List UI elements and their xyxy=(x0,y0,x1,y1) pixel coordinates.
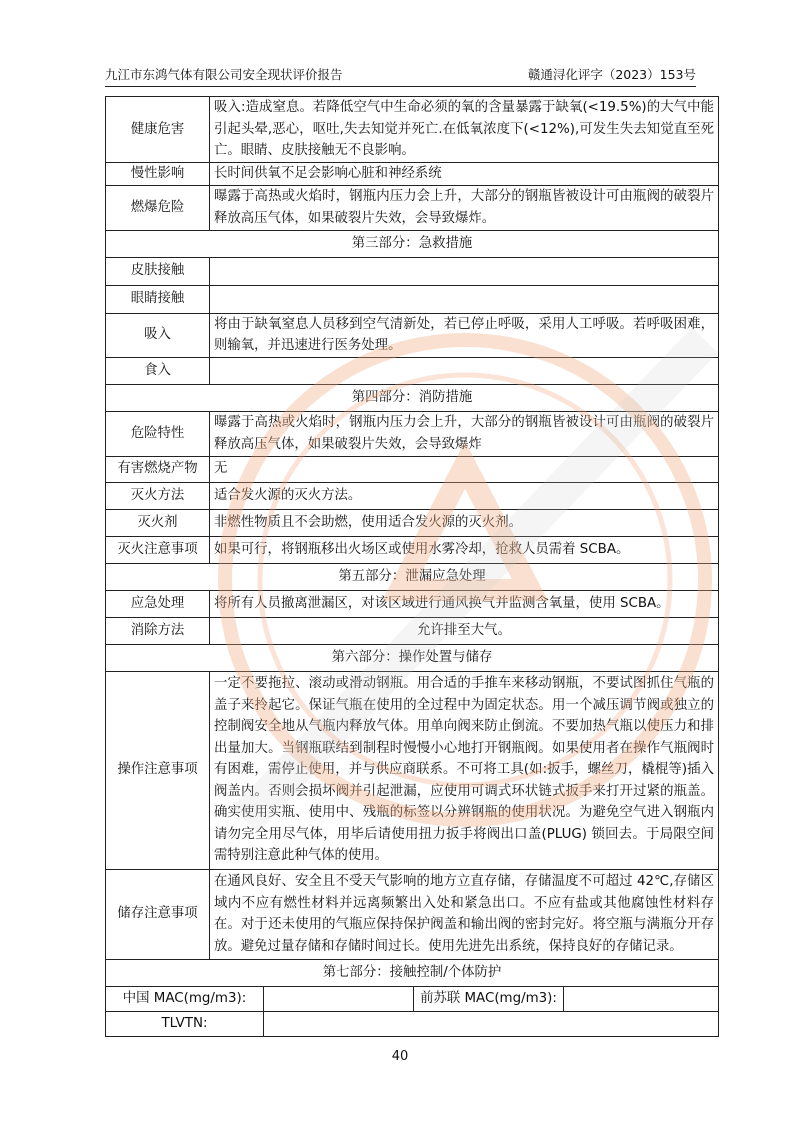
row-label: 眼睛接触 xyxy=(106,285,210,313)
section-heading xyxy=(106,959,719,986)
section-title: 第三部分：急救措施 xyxy=(106,230,719,257)
report-number: 赣通浔化评字（2023）153号 xyxy=(527,67,696,82)
row-content: 将所有人员撤离泄漏区，对该区域进行通风换气并监测含氧量，使用 SCBA。 xyxy=(210,590,719,617)
table-row xyxy=(106,257,719,285)
table-row xyxy=(106,617,719,644)
row-content: 如果可行，将钢瓶移出火场区或使用水雾冷却，抢救人员需着 SCBA。 xyxy=(210,536,719,563)
section-title: 第六部分：操作处置与储存 xyxy=(106,644,719,671)
msds-table xyxy=(105,96,719,1037)
table-row xyxy=(106,456,719,482)
section-heading xyxy=(106,563,719,590)
row-label: 灭火注意事项 xyxy=(106,536,210,563)
table-row xyxy=(106,162,719,185)
row-label: 消除方法 xyxy=(106,617,210,644)
table-row xyxy=(106,411,719,456)
table-row xyxy=(106,590,719,617)
row-label: 应急处理 xyxy=(106,590,210,617)
table-row xyxy=(106,536,719,563)
table-row xyxy=(106,509,719,536)
table-row xyxy=(106,986,719,1011)
row-value xyxy=(564,986,719,1011)
section-heading xyxy=(106,384,719,411)
table-row xyxy=(106,357,719,384)
row-label: 有害燃烧产物 xyxy=(106,456,210,482)
page-number: 40 xyxy=(391,1049,409,1064)
row-content xyxy=(210,285,719,313)
row-content: 曝露于高热或火焰时，钢瓶内压力会上升，大部分的钢瓶皆被设计可由瓶阀的破裂片释放高压气体，如果破裂片失效，会导致爆炸 xyxy=(210,411,719,456)
table-row xyxy=(106,313,719,357)
report-title: 九江市东鸿气体有限公司安全现状评价报告 xyxy=(105,67,343,82)
row-label: 食入 xyxy=(106,357,210,384)
row-label: 燃爆危险 xyxy=(106,185,210,230)
row-label: 危险特性 xyxy=(106,411,210,456)
row-label: 储存注意事项 xyxy=(106,869,210,959)
row-content: 一定不要拖拉、滚动或滑动钢瓶。用合适的手推车来移动钢瓶，不要试图抓住气瓶的盖子来拎起它。保证气瓶在使用的全过程中为固定状态。用一个减压调节阀或独立的控制阀安全地从气瓶内释放气体。用单向阀来防止倒流。不要加热气瓶以使压力和排出量加大。当钢瓶联结到制程时慢慢小心地打开钢瓶阀。如果使用者在操作气瓶阀时有困难，需停止使用，并与供应商联系。不可将工具(如:扳手，螺丝刀，橇棍等)插入阀盖内。否则会损坏阀并引起泄漏，应使用可调式环状链式扳手来打开过紧的瓶盖。确实使用实瓶、使用中、残瓶的标签以分辨钢瓶的使用状况。为避免空气进入钢瓶内请勿完全用尽气体，用毕后请使用扭力扳手将阀出口盖(PLUG) 锁回去。于局限空间需特别注意此种气体的使用。 xyxy=(210,671,719,869)
row-label: 皮肤接触 xyxy=(106,257,210,285)
row-content xyxy=(210,357,719,384)
row-content: 在通风良好、安全且不受天气影响的地方立直存储，存储温度不可超过 42℃,存储区域内不应有燃性材料并远离频繁出入处和紧急出口。不应有盐或其他腐蚀性材料存在。对于还未使用的气瓶应保持保护阀盖和输出阀的密封完好。将空瓶与满瓶分开存放。避免过量存储和存储时间过长。使用先进先出系统，保持良好的存储记录。 xyxy=(210,869,719,959)
table-row xyxy=(106,869,719,959)
row-value xyxy=(264,986,414,1011)
section-title: 第四部分：消防措施 xyxy=(106,384,719,411)
row-label: 灭火方法 xyxy=(106,482,210,509)
table-row xyxy=(106,671,719,869)
section-heading xyxy=(106,644,719,671)
row-label: 慢性影响 xyxy=(106,162,210,185)
row-content: 吸入:造成窒息。若降低空气中生命必须的氧的含量暴露于缺氧(<19.5%)的大气中能引起头晕,恶心，呕吐,失去知觉并死亡.在低氧浓度下(<12%),可发生失去知觉直至死亡。眼睛、皮肤接触无不良影响。 xyxy=(210,97,719,163)
row-content: 曝露于高热或火焰时，钢瓶内压力会上升，大部分的钢瓶皆被设计可由瓶阀的破裂片释放高压气体，如果破裂片失效，会导致爆炸。 xyxy=(210,185,719,230)
table-row xyxy=(106,285,719,313)
row-label: 吸入 xyxy=(106,313,210,357)
row-content: 长时间供氧不足会影响心脏和神经系统 xyxy=(210,162,719,185)
row-content: 适合发火源的灭火方法。 xyxy=(210,482,719,509)
row-label: 前苏联 MAC(mg/m3): xyxy=(414,986,564,1011)
row-content: 将由于缺氧窒息人员移到空气清新处，若已停止呼吸，采用人工呼吸。若呼吸困难，则输氧，并迅速进行医务处理。 xyxy=(210,313,719,357)
row-value xyxy=(264,1011,719,1036)
section-title: 第七部分：接触控制/个体防护 xyxy=(106,959,719,986)
row-content: 允许排至大气。 xyxy=(210,617,719,644)
row-content xyxy=(210,257,719,285)
section-title: 第五部分：泄漏应急处理 xyxy=(106,563,719,590)
row-label: 健康危害 xyxy=(106,97,210,163)
table-row xyxy=(106,482,719,509)
page-header xyxy=(105,66,696,87)
table-row xyxy=(106,185,719,230)
row-content: 无 xyxy=(210,456,719,482)
row-content: 非燃性物质且不会助燃，使用适合发火源的灭火剂。 xyxy=(210,509,719,536)
table-row xyxy=(106,1011,719,1036)
table-row xyxy=(106,97,719,163)
row-label: 灭火剂 xyxy=(106,509,210,536)
row-label: 中国 MAC(mg/m3): xyxy=(106,986,264,1011)
section-heading xyxy=(106,230,719,257)
row-label: 操作注意事项 xyxy=(106,671,210,869)
row-label: TLVTN: xyxy=(106,1011,264,1036)
